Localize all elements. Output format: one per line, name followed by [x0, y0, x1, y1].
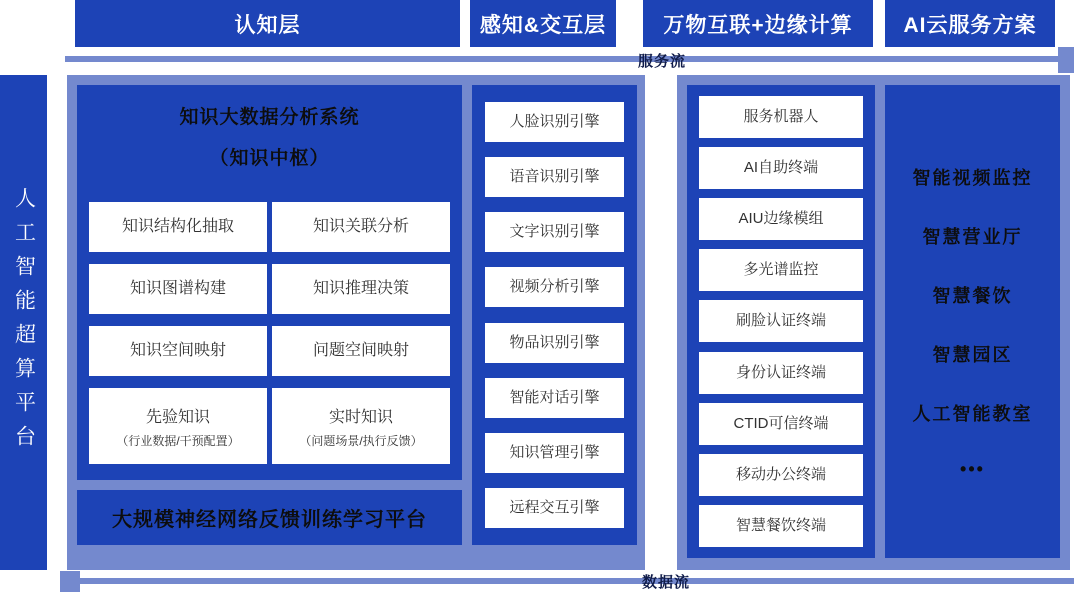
iot-cloud-container	[677, 75, 1070, 570]
cloud-solution-label: 智慧营业厅	[922, 226, 1023, 247]
header-iot-edge-computing: 万物互联+边缘计算	[643, 0, 873, 47]
terminal-box: 服务机器人	[699, 96, 863, 138]
knowledge-module-box: 知识空间映射	[89, 326, 267, 376]
knowledge-module-box: 知识关联分析	[272, 202, 450, 252]
terminal-box: AIU边缘模组	[699, 198, 863, 240]
knowledge-module-box: 知识结构化抽取	[89, 202, 267, 252]
cloud-solution-label: 智慧餐饮	[932, 285, 1013, 306]
engine-box: 物品识别引擎	[485, 323, 624, 363]
cloud-solution-label: 智能视频监控	[912, 167, 1033, 188]
cognition-perception-container	[67, 75, 645, 570]
header-perception-interaction-layer: 感知&交互层	[470, 0, 616, 47]
knowledge-panel-title	[77, 85, 462, 172]
terminal-box: 移动办公终端	[699, 454, 863, 496]
terminal-box: 多光谱监控	[699, 249, 863, 291]
knowledge-source-box	[272, 388, 450, 464]
knowledge-module-box: 知识推理决策	[272, 264, 450, 314]
service-flow-arrowhead-icon	[1058, 47, 1074, 73]
terminals-panel	[687, 85, 875, 558]
service-flow-line	[65, 56, 1058, 62]
cloud-solution-label: 人工智能教室	[912, 403, 1033, 424]
cloud-solutions-panel	[885, 85, 1060, 558]
terminal-box: 刷脸认证终端	[699, 300, 863, 342]
platform-sidebar	[0, 75, 47, 570]
knowledge-source-subtitle: （行业数据/干预配置）	[116, 433, 240, 448]
platform-title: 人工智能超算平台	[12, 186, 36, 459]
knowledge-source-row	[89, 388, 450, 464]
engine-box: 文字识别引擎	[485, 212, 624, 252]
training-platform-bar: 大规模神经网络反馈训练学习平台	[77, 490, 462, 545]
header-ai-cloud-services: AI云服务方案	[885, 0, 1055, 47]
knowledge-modules-grid	[89, 202, 450, 376]
service-flow-label: 服务流	[638, 53, 687, 70]
knowledge-module-box: 问题空间映射	[272, 326, 450, 376]
knowledge-module-box: 知识图谱构建	[89, 264, 267, 314]
knowledge-panel-title-line1: 知识大数据分析系统	[179, 107, 360, 128]
cloud-solution-label: 智慧园区	[932, 344, 1013, 365]
data-flow-label: 数据流	[642, 574, 691, 591]
header-cognition-layer: 认知层	[75, 0, 460, 47]
knowledge-panel-title-line2: （知识中枢）	[209, 148, 330, 169]
engine-box: 知识管理引擎	[485, 433, 624, 473]
knowledge-source-box	[89, 388, 267, 464]
engines-panel	[472, 85, 637, 545]
knowledge-source-subtitle: （问题场景/执行反馈）	[299, 433, 423, 448]
engine-box: 视频分析引擎	[485, 267, 624, 307]
terminal-box: 身份认证终端	[699, 352, 863, 394]
engine-box: 人脸识别引擎	[485, 102, 624, 142]
data-flow-line	[80, 578, 1074, 584]
knowledge-source-title: 实时知识	[328, 408, 393, 426]
engine-box: 远程交互引擎	[485, 488, 624, 528]
data-flow-arrowhead-icon	[60, 571, 80, 592]
knowledge-bigdata-panel	[77, 85, 462, 480]
terminal-box: CTID可信终端	[699, 403, 863, 445]
engine-box: 语音识别引擎	[485, 157, 624, 197]
terminal-box: AI自助终端	[699, 147, 863, 189]
knowledge-source-title: 先验知识	[145, 408, 210, 426]
terminal-box: 智慧餐饮终端	[699, 505, 863, 547]
engine-box: 智能对话引擎	[485, 378, 624, 418]
cloud-solution-label: •••	[960, 458, 985, 479]
